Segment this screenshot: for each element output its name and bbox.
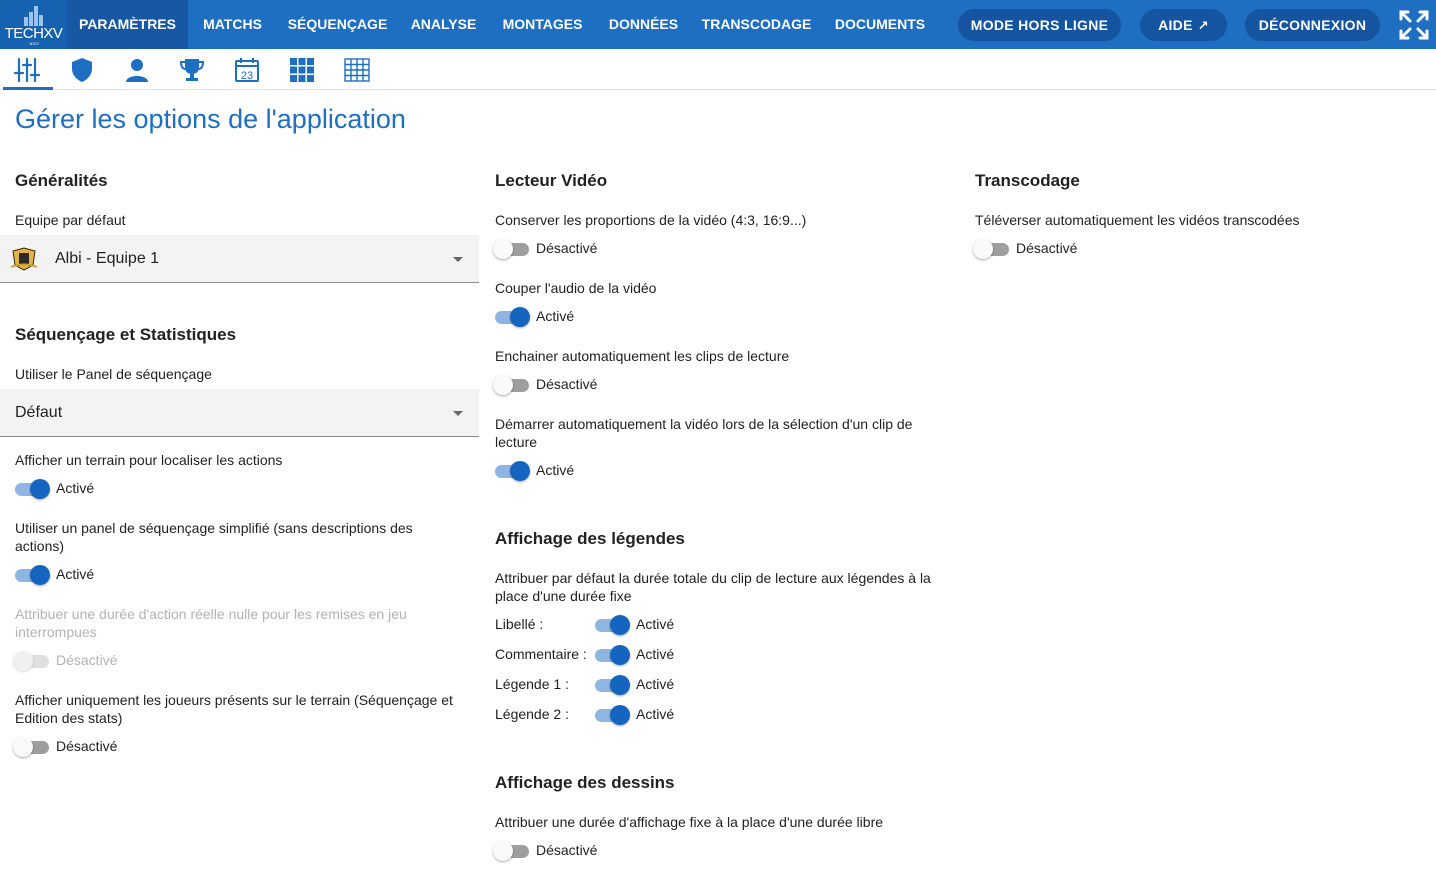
logout-button[interactable]: DÉCONNEXION bbox=[1245, 9, 1380, 41]
legend-1-label: Légende 1 : bbox=[495, 676, 569, 692]
option-null-duration-state: Désactivé bbox=[56, 652, 118, 668]
option-chain-clips-state: Désactivé bbox=[536, 376, 598, 392]
legend-2-label: Légende 2 : bbox=[495, 706, 569, 722]
grid-icon[interactable] bbox=[289, 57, 315, 83]
option-auto-upload-label: Téléverser automatiquement les vidéos transcodées bbox=[975, 212, 1300, 228]
nav-donnees[interactable]: DONNÉES bbox=[608, 16, 679, 32]
option-mute-audio-toggle[interactable] bbox=[493, 306, 531, 328]
team-crest-icon bbox=[10, 247, 38, 271]
table-icon[interactable] bbox=[344, 57, 370, 83]
nav-sequencage[interactable]: SÉQUENÇAGE bbox=[287, 16, 388, 32]
nav-matchs[interactable]: MATCHS bbox=[203, 16, 262, 32]
legendes-description: Attribuer par défaut la durée totale du clip de lecture aux légendes à la place d'une durée fixe bbox=[495, 570, 931, 604]
help-label: AIDE bbox=[1158, 17, 1193, 33]
legend-commentaire-toggle[interactable] bbox=[593, 644, 631, 666]
default-team-label: Equipe par défaut bbox=[15, 212, 126, 228]
option-null-duration-label: Attribuer une durée d'action réelle nulle pour les remises en jeu interrompues bbox=[15, 606, 407, 640]
option-field-display-label: Afficher un terrain pour localiser les actions bbox=[15, 452, 283, 468]
section-lecteur-title: Lecteur Vidéo bbox=[495, 171, 608, 190]
legend-1-toggle[interactable] bbox=[593, 674, 631, 696]
logo-text: TECHXV VIDEO bbox=[4, 25, 63, 46]
option-present-players-label: Afficher uniquement les joueurs présents sur le terrain (Séquençage et Edition des stats) bbox=[15, 692, 453, 726]
legend-commentaire-label: Commentaire : bbox=[495, 646, 587, 662]
nav-parametres[interactable]: PARAMÈTRES bbox=[67, 0, 188, 49]
external-link-icon: ↗ bbox=[1197, 18, 1209, 33]
top-navigation-bar bbox=[0, 0, 1436, 49]
section-transcodage-title: Transcodage bbox=[975, 171, 1080, 190]
fullscreen-icon[interactable] bbox=[1398, 9, 1430, 41]
option-present-players-toggle[interactable] bbox=[13, 736, 51, 758]
trophy-icon[interactable] bbox=[179, 57, 205, 83]
sequencing-panel-value: Défaut bbox=[15, 404, 63, 421]
option-simplified-panel-toggle[interactable] bbox=[13, 564, 51, 586]
option-null-duration-toggle bbox=[13, 650, 51, 672]
logo-bars-icon bbox=[24, 4, 44, 26]
calendar-icon[interactable] bbox=[234, 57, 260, 83]
nav-montages[interactable]: MONTAGES bbox=[502, 16, 583, 32]
option-drawing-duration-label: Attribuer une durée d'affichage fixe à la place d'une durée libre bbox=[495, 814, 884, 830]
section-sequencage-title: Séquençage et Statistiques bbox=[15, 325, 237, 344]
option-simplified-panel-label: Utiliser un panel de séquençage simplifié (sans descriptions des actions) bbox=[15, 520, 413, 554]
legend-2-toggle[interactable] bbox=[593, 704, 631, 726]
help-button[interactable] bbox=[1140, 9, 1227, 41]
active-tab-indicator bbox=[3, 87, 53, 90]
shield-icon[interactable] bbox=[69, 57, 95, 83]
legend-libelle-state: Activé bbox=[636, 616, 675, 632]
nav-documents[interactable]: DOCUMENTS bbox=[834, 16, 926, 32]
option-autostart-label: Démarrer automatiquement la vidéo lors de la sélection d'un clip de lecture bbox=[495, 416, 913, 450]
option-auto-upload-toggle[interactable] bbox=[973, 238, 1011, 260]
chevron-down-icon bbox=[453, 257, 463, 262]
option-present-players-state: Désactivé bbox=[56, 738, 118, 754]
calendar-day: 23 bbox=[240, 70, 254, 82]
user-icon[interactable] bbox=[124, 57, 150, 83]
default-team-value: Albi - Equipe 1 bbox=[55, 250, 160, 267]
option-autostart-toggle[interactable] bbox=[493, 460, 531, 482]
legend-1-state: Activé bbox=[636, 676, 675, 692]
legend-2-state: Activé bbox=[636, 706, 675, 722]
option-chain-clips-toggle[interactable] bbox=[493, 374, 531, 396]
nav-analyse[interactable]: ANALYSE bbox=[410, 16, 477, 32]
page-title: Gérer les options de l'application bbox=[15, 104, 406, 134]
offline-mode-button[interactable]: MODE HORS LIGNE bbox=[958, 9, 1121, 41]
section-legendes-title: Affichage des légendes bbox=[495, 529, 685, 548]
option-autostart-state: Activé bbox=[536, 462, 575, 478]
option-mute-audio-label: Couper l'audio de la vidéo bbox=[495, 280, 657, 296]
default-team-select[interactable] bbox=[0, 235, 479, 283]
legend-commentaire-state: Activé bbox=[636, 646, 675, 662]
sequencing-panel-select[interactable] bbox=[0, 389, 479, 437]
option-field-display-toggle[interactable] bbox=[13, 478, 51, 500]
chevron-down-icon bbox=[453, 411, 463, 416]
option-drawing-duration-toggle[interactable] bbox=[493, 840, 531, 862]
nav-transcodage[interactable]: TRANSCODAGE bbox=[701, 16, 812, 32]
settings-subbar bbox=[0, 49, 1436, 90]
option-keep-ratio-state: Désactivé bbox=[536, 240, 598, 256]
option-field-display-state: Activé bbox=[56, 480, 95, 496]
legend-libelle-label: Libellé : bbox=[495, 616, 544, 632]
app-logo[interactable] bbox=[0, 0, 67, 49]
option-keep-ratio-toggle[interactable] bbox=[493, 238, 531, 260]
legend-libelle-toggle[interactable] bbox=[593, 614, 631, 636]
sliders-icon[interactable] bbox=[14, 57, 40, 83]
sequencing-panel-label: Utiliser le Panel de séquençage bbox=[15, 366, 212, 382]
section-dessins-title: Affichage des dessins bbox=[495, 773, 675, 792]
option-simplified-panel-state: Activé bbox=[56, 566, 95, 582]
option-auto-upload-state: Désactivé bbox=[1016, 240, 1078, 256]
option-keep-ratio-label: Conserver les proportions de la vidéo (4:3, 16:9...) bbox=[495, 212, 807, 228]
section-generalites-title: Généralités bbox=[15, 171, 108, 190]
option-drawing-duration-state: Désactivé bbox=[536, 842, 598, 858]
option-chain-clips-label: Enchainer automatiquement les clips de lecture bbox=[495, 348, 790, 364]
option-mute-audio-state: Activé bbox=[536, 308, 575, 324]
